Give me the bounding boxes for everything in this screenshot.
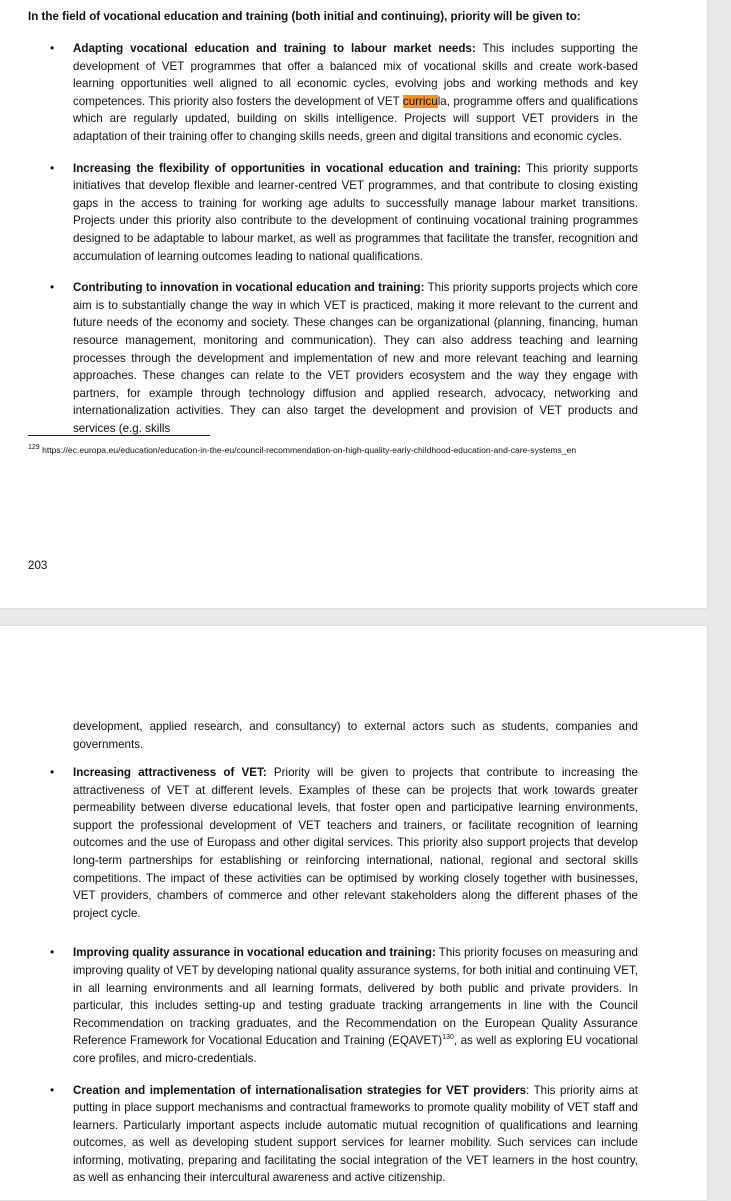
search-highlight: curricu [402,94,438,108]
priority-list [0,40,707,451]
list-item-text [73,764,638,922]
item-title: Increasing attractiveness of VET: [73,766,267,779]
footnote [28,444,700,456]
item-title: Contributing to innovation in vocational education and training: [73,281,425,295]
item-body-end: la, programme offers and qualifications which are regularly updated, building on skills intelligence. Projects will support VET providers in the adaptation of their training offer to changing skills needs, green and digital transitions and economic cycles. [73,94,638,143]
bullet-icon: • [50,280,55,295]
footnote-link[interactable]: https://ec.europa.eu/education/education-in-the-eu/council-recommendation-on-high-quality-early-childhood-education-and-care-systems_en [39,445,577,455]
priority-intro: In the field of vocational education and training (both initial and continuing), priority will be given to: [28,10,581,23]
list-item [0,944,707,1067]
item-body: This includes supporting the development of VET programmes that offer a balanced mix of vocational skills and create work-based learning opportunities well aligned to all economic cycles, evolving jobs and working methods and key competences. This priority also fosters the development of VET [73,42,639,108]
item-body: This priority supports initiatives that develop flexible and learner-centred VET programmes, and that contribute to closing existing gaps in the access to training for working age adults to successfully manage labour market transitions. Projects under this priority also contribute to the development of continuing vocational training programmes designed to be adaptable to labour market, as well as programmes that facilitate the transfer, recognition and accumulation of learning outcomes leading to national qualifications. [73,161,638,263]
list-item-text [73,40,638,146]
list-item-text [73,1082,638,1188]
item-body-end: , as well as exploring EU vocational core profiles, and micro-credentials. [73,1034,639,1065]
document-page-204 [0,626,707,1200]
item-body: : This priority aims at putting in place support mechanisms and contractual frameworks to promote quality mobility of VET staff and learners. Particularly important aspects include automatic mutual recognition of qualifications and learning outcomes, as well as developing student support services for learner mobility. Such services can include informing, motivating, preparing and facilitating the social integration of the VET learners in the host country, as well as enhancing their intercultural awareness and active citizenship. [73,1083,638,1185]
list-item [0,764,707,922]
item-title: Increasing the flexibility of opportunities in vocational education and training: [73,161,522,175]
list-item-text [73,944,638,1067]
document-page-203 [0,0,707,608]
list-item [0,160,707,266]
footnote-mark: 129 [28,444,40,452]
continuation-text: development, applied research, and consultancy) to external actors such as students, companies and governments. [73,720,638,751]
list-item [0,40,707,146]
bullet-icon: • [50,160,55,175]
bullet-icon: • [50,41,55,55]
list-item-text [73,279,638,437]
footnote-divider [28,435,210,436]
footnote-ref: 130 [442,1034,454,1042]
list-item [0,279,707,437]
bullet-icon: • [50,1082,55,1097]
item-body: This priority supports projects which core aim is to substantially change the way in which VET is practiced, making it more relevant to the current and future needs of the economy and society. These changes can be organizational (planning, financing, human resource management, monitoring and communication). They can also address teaching and learning processes through the development and implementation of new and more relevant teaching and learning approaches. These changes can relate to the VET providers ecosystem and the way they engage with partners, for example through technology diffusion and applied research, advocacy, networking and internationalization activities. They can also target the development and provision of VET products and services (e.g. skills [73,281,638,435]
bullet-icon: • [50,945,55,960]
bullet-icon: • [50,765,55,779]
item-body: Priority will be given to projects that contribute to increasing the attractiveness of VET at different levels. Examples of these can be projects that work towards greater permeability between diverse educational levels, that foster open and participative learning environments, support the professional development of VET teachers and trainers, or facilitate recognition of learning outcomes and the use of Europass and other digital services. This priority also support projects that develop long-term partnerships for establishing or reinforcing international, national, regional and sectoral skills competitions. The impact of these activities can be optimised by working closely together with businesses, VET providers, chambers of commerce and other relevant stakeholders along the different phases of the project cycle. [73,766,638,920]
priority-list [0,764,707,1201]
item-title: Improving quality assurance in vocational education and training: [73,946,436,960]
list-item [0,1082,707,1188]
item-body: This priority focuses on measuring and improving quality of VET by developing national quality assurance systems, for both initial and continuing VET, in all learning environments and all learning formats, delivered by both public and private providers. In particular, this includes setting-up and testing graduate tracking arrangements in line with the Council Recommendation on tracking graduates, and the Recommendation on the European Quality Assurance Reference Framework for Vocational Education and Training (EQAVET) [73,946,638,1048]
list-item-text [73,160,638,266]
item-title: Adapting vocational education and training to labour market needs: [73,42,476,55]
page-number: 203 [28,559,48,572]
item-title: Creation and implementation of internationalisation strategies for VET providers [73,1083,527,1097]
